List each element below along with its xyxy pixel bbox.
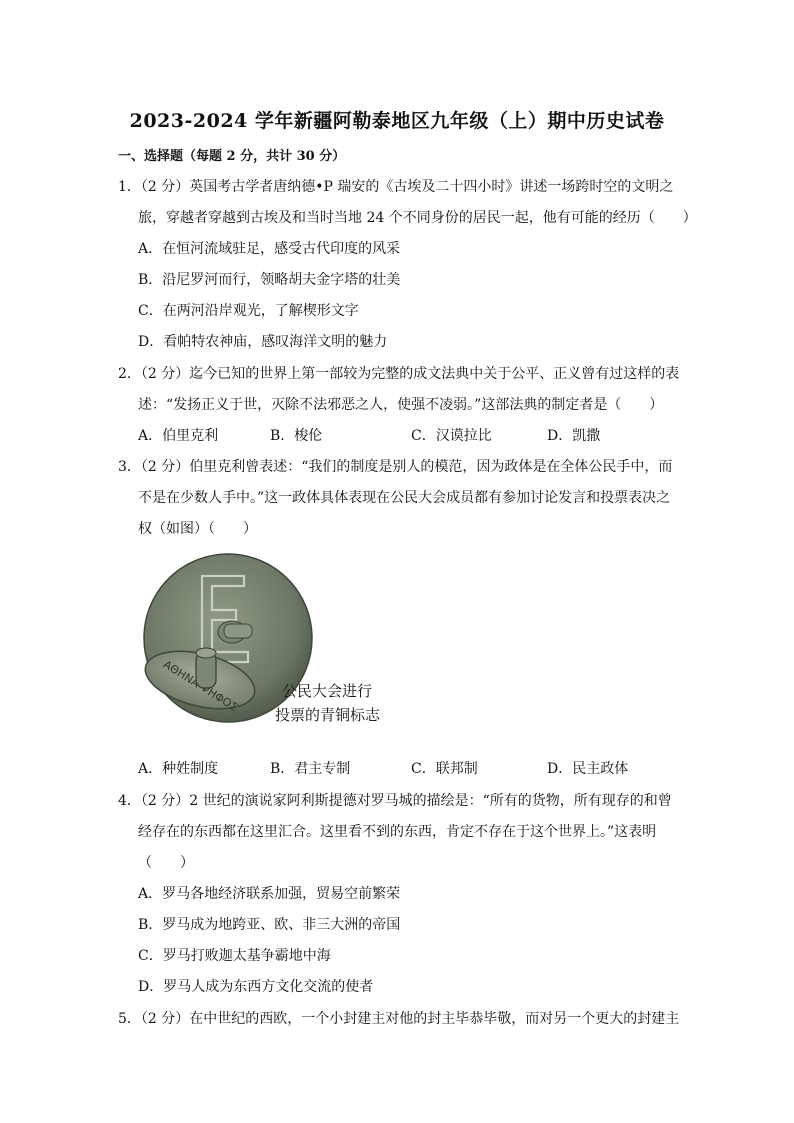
question-2-stem-line-2: 述：“发扬正义于世，灭除不法邪恶之人，使强不凌弱。”这部法典的制定者是（ ） bbox=[138, 397, 664, 413]
question-3-stem-line-1: 3．（2 分）伯里克利曾表述：“我们的制度是别人的模范，因为政体是在全体公民手中，而 bbox=[118, 459, 673, 475]
question-3-option-c: C．联邦制 bbox=[411, 761, 478, 777]
question-4-stem-line-1: 4．（2 分）2 世纪的演说家阿利斯提德对罗马城的描绘是：“所有的货物，所有现存的和曾 bbox=[118, 793, 672, 809]
section-heading: 一、选择题（每题 2 分，共计 30 分） bbox=[118, 149, 346, 164]
question-3-stem-line-2: 不是在少数人手中。”这一政体具体表现在公民大会成员都有参加讨论发言和投票表决之 bbox=[138, 490, 671, 506]
question-3-option-a: A．种姓制度 bbox=[138, 761, 219, 777]
question-2-stem-line-1: 2．（2 分）迄今已知的世界上第一部较为完整的成文法典中关于公平、正义曾有过这样的表 bbox=[118, 366, 680, 382]
question-1-stem-line-2: 旅，穿越者穿越到古埃及和当时当地 24 个不同身份的居民一起，他有可能的经历（ ） bbox=[138, 210, 697, 226]
question-4-option-a: A．罗马各地经济联系加强，贸易空前繁荣 bbox=[138, 886, 401, 902]
page-title: 2023-2024 学年新疆阿勒泰地区九年级（上）期中历史试卷 bbox=[129, 110, 665, 132]
question-5-stem-line-1: 5．（2 分）在中世纪的西欧，一个小封建主对他的封主毕恭毕敬，而对另一个更大的封建主 bbox=[118, 1011, 680, 1027]
question-4-option-d: D．罗马人成为东西方文化交流的使者 bbox=[138, 979, 374, 995]
figure-caption-line-1: 公民大会进行 bbox=[282, 682, 373, 700]
token-inscription: ΑΘΗΝΑ ΨΗΦΟΣ bbox=[160, 657, 240, 714]
question-4-option-c: C．罗马打败迦太基争霸地中海 bbox=[138, 948, 331, 964]
question-2-options bbox=[138, 427, 698, 445]
question-1-stem-line-1: 1．（2 分）英国考古学者唐纳德•P 瑞安的《古埃及二十四小时》讲述一场跨时空的文明之 bbox=[118, 179, 674, 195]
question-3-option-b: B．君主专制 bbox=[270, 761, 351, 777]
question-1-option-c: C．在两河沿岸观光，了解楔形文字 bbox=[138, 303, 359, 319]
question-3-option-d: D．民主政体 bbox=[547, 761, 629, 777]
bronze-voting-token-image bbox=[140, 552, 400, 732]
question-4-stem-line-2: 经存在的东西都在这里汇合。这里看不到的东西，肯定不存在于这个世界上。”这表明 bbox=[138, 824, 657, 840]
question-2-option-a: A．伯里克利 bbox=[138, 428, 219, 444]
question-2-option-b: B．梭伦 bbox=[270, 428, 323, 444]
question-2-option-c: C．汉谟拉比 bbox=[411, 428, 492, 444]
question-3-options bbox=[138, 760, 698, 778]
question-4-option-b: B．罗马成为地跨亚、欧、非三大洲的帝国 bbox=[138, 917, 401, 933]
question-1-option-a: A．在恒河流域驻足，感受古代印度的风采 bbox=[138, 241, 401, 257]
question-4-stem-line-3: （ ） bbox=[138, 855, 194, 871]
question-2-option-d: D．凯撒 bbox=[547, 428, 601, 444]
question-1-option-d: D．看帕特农神庙，感叹海洋文明的魅力 bbox=[138, 334, 388, 350]
question-3-stem-line-3: 权（如图）（ ） bbox=[138, 521, 257, 537]
figure-caption-line-2: 投票的青铜标志 bbox=[275, 706, 381, 724]
question-1-option-b: B．沿尼罗河而行，领略胡夫金字塔的壮美 bbox=[138, 272, 401, 288]
